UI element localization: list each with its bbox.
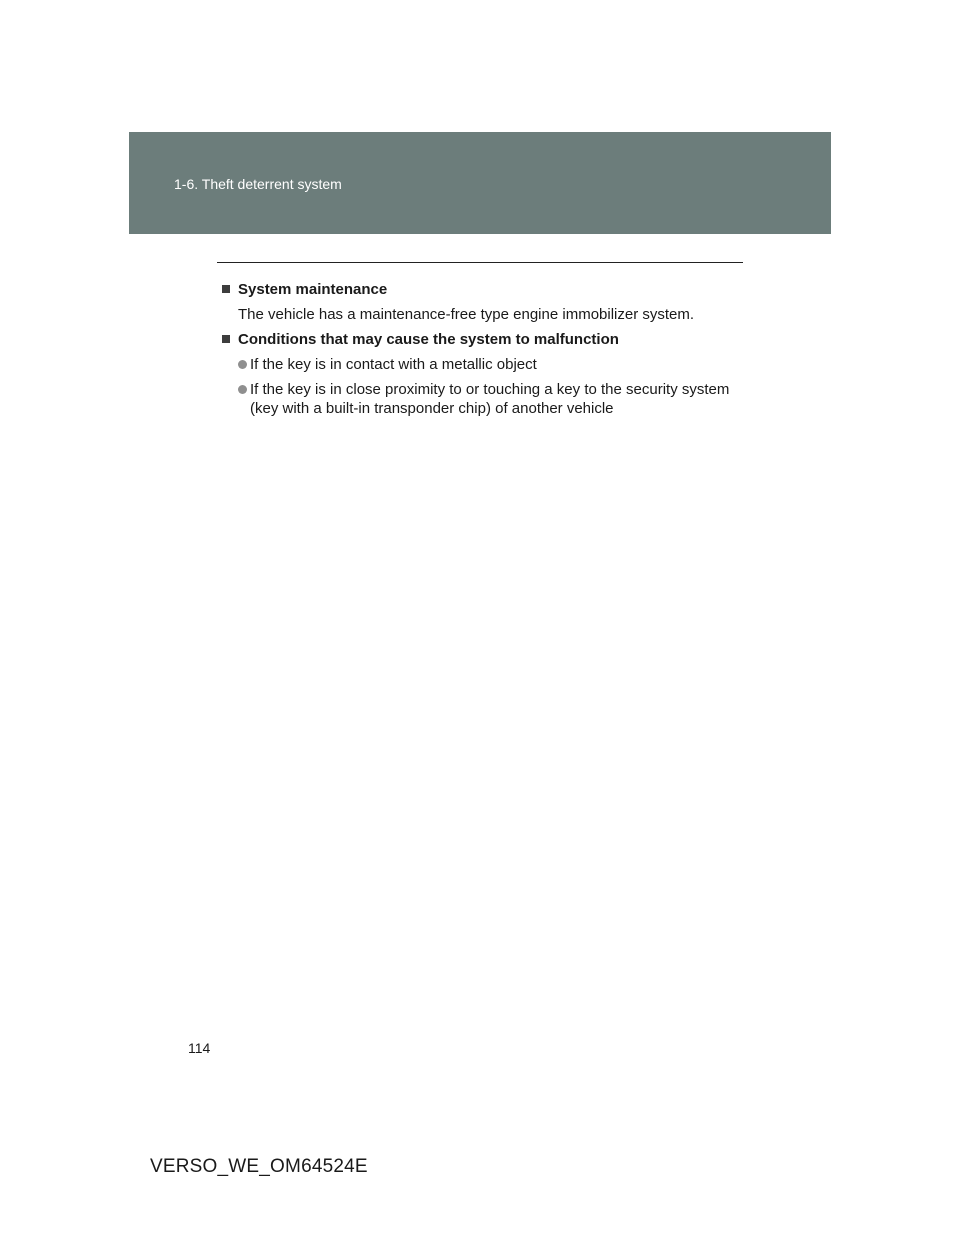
round-bullet-icon: [238, 360, 247, 369]
maintenance-heading-text: System maintenance: [238, 281, 388, 298]
malfunction-heading-text: Conditions that may cause the system to malfunction: [238, 331, 619, 348]
document-code: VERSO_WE_OM64524E: [150, 1156, 368, 1177]
page-number: 114: [188, 1040, 211, 1056]
square-bullet-icon: [222, 285, 230, 293]
section-divider: [217, 262, 743, 263]
list-item: [222, 380, 742, 418]
maintenance-heading: [222, 280, 742, 299]
chapter-header-band: [129, 132, 831, 234]
maintenance-text: The vehicle has a maintenance-free type engine immobilizer system.: [238, 306, 695, 323]
list-item-text: If the key is in close proximity to or touching a key to the security system (key with a built-in transponder chip) of another vehicle: [250, 381, 730, 417]
page-content: [222, 280, 742, 418]
round-bullet-icon: [238, 385, 247, 394]
list-item-text: If the key is in contact with a metallic object: [250, 356, 537, 373]
square-bullet-icon: [222, 335, 230, 343]
list-item: [222, 355, 742, 374]
malfunction-heading: [222, 330, 742, 349]
chapter-title: 1-6. Theft deterrent system: [174, 176, 342, 192]
